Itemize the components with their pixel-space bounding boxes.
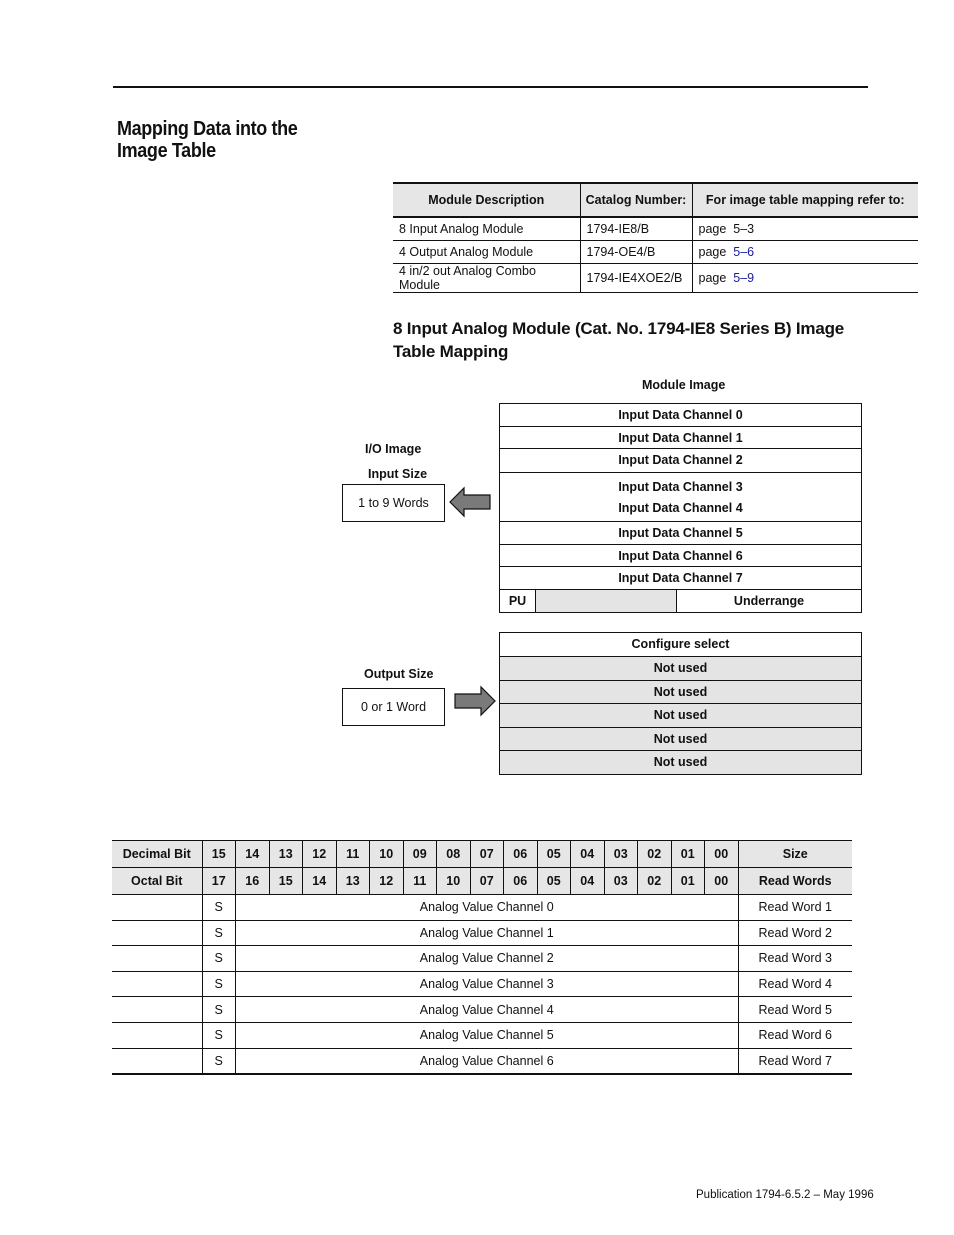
ref-page-link[interactable]: 5–6 <box>733 245 755 259</box>
read-words-label: Read Words <box>738 868 852 895</box>
ref-header-description: Module Description <box>393 183 580 217</box>
empty-cell <box>112 920 202 946</box>
bit-cell: 00 <box>705 841 739 868</box>
bit-cell: 09 <box>403 841 437 868</box>
sign-bit-cell: S <box>202 1048 236 1074</box>
ref-catalog: 1794-OE4/B <box>580 241 692 264</box>
decimal-bit-row <box>112 841 852 868</box>
empty-cell <box>112 997 202 1023</box>
status-row <box>500 590 861 612</box>
analog-value-cell: Analog Value Channel 0 <box>236 895 739 921</box>
table-row <box>112 1022 852 1048</box>
pu-cell: PU <box>500 590 536 612</box>
ref-description: 4 Output Analog Module <box>393 241 580 264</box>
bit-cell: 06 <box>504 868 538 895</box>
output-size-label: Output Size <box>364 667 434 681</box>
empty-cell <box>112 971 202 997</box>
sign-bit-cell: S <box>202 971 236 997</box>
table-row <box>112 946 852 972</box>
analog-value-cell: Analog Value Channel 6 <box>236 1048 739 1074</box>
empty-cell <box>112 946 202 972</box>
input-channel-row: Input Data Channel 6 <box>500 545 861 568</box>
read-word-cell: Read Word 5 <box>738 997 852 1023</box>
input-channel-row: Input Data Channel 1 <box>500 427 861 450</box>
output-arrow-icon <box>453 685 497 717</box>
bit-cell: 11 <box>336 841 370 868</box>
table-row <box>112 997 852 1023</box>
output-row: Not used <box>500 751 861 774</box>
read-word-cell: Read Word 2 <box>738 920 852 946</box>
ref-page-prefix: page <box>698 222 734 236</box>
ref-page <box>692 264 918 293</box>
octal-bit-row <box>112 868 852 895</box>
input-channel-row: Input Data Channel 2 <box>500 449 861 473</box>
analog-value-cell: Analog Value Channel 1 <box>236 920 739 946</box>
bit-cell: 05 <box>537 868 571 895</box>
output-row: Configure select <box>500 633 861 657</box>
input-channel-row: Input Data Channel 7 <box>500 567 861 590</box>
underrange-cell: Underrange <box>733 593 805 608</box>
bit-cell: 02 <box>638 868 672 895</box>
ref-row <box>393 264 918 293</box>
empty-cell <box>112 1022 202 1048</box>
io-image-label: I/O Image <box>365 442 422 456</box>
table-row <box>112 971 852 997</box>
read-word-cell: Read Word 6 <box>738 1022 852 1048</box>
ref-page-number: 5–3 <box>733 222 755 236</box>
ref-description: 4 in/2 out Analog Combo Module <box>393 264 580 293</box>
module-image-input-table <box>499 403 862 613</box>
input-size-label: Input Size <box>368 467 428 481</box>
sign-bit-cell: S <box>202 997 236 1023</box>
bit-cell: 17 <box>202 868 236 895</box>
empty-cell <box>112 1048 202 1074</box>
ref-catalog: 1794-IE8/B <box>580 217 692 241</box>
analog-value-cell: Analog Value Channel 2 <box>236 946 739 972</box>
ref-row <box>393 241 918 264</box>
bit-cell: 13 <box>269 841 303 868</box>
sign-bit-cell: S <box>202 895 236 921</box>
input-size-box: 1 to 9 Words <box>342 484 445 522</box>
bit-cell: 10 <box>370 841 404 868</box>
table-row <box>112 1048 852 1074</box>
ref-header-catalog: Catalog Number: <box>580 183 692 217</box>
bit-cell: 02 <box>638 841 672 868</box>
input-channel-row: Input Data Channel 5 <box>500 522 861 545</box>
read-word-cell: Read Word 1 <box>738 895 852 921</box>
read-word-cell: Read Word 4 <box>738 971 852 997</box>
bit-cell: 12 <box>370 868 404 895</box>
ref-page <box>692 217 918 241</box>
input-channel-row: Input Data Channel 3 <box>618 480 743 494</box>
bit-cell: 05 <box>537 841 571 868</box>
bit-cell: 12 <box>303 841 337 868</box>
bit-cell: 04 <box>571 841 605 868</box>
bit-cell: 04 <box>571 868 605 895</box>
bit-cell: 15 <box>269 868 303 895</box>
bit-cell: 10 <box>437 868 471 895</box>
bit-cell: 00 <box>705 868 739 895</box>
top-rule <box>113 86 868 88</box>
bit-cell: 11 <box>403 868 437 895</box>
read-word-cell: Read Word 3 <box>738 946 852 972</box>
module-image-output-table <box>499 632 862 775</box>
section-title <box>117 118 351 162</box>
bit-cell: 01 <box>671 868 705 895</box>
ref-page-prefix: page <box>698 271 734 285</box>
input-channel-row: Input Data Channel 0 <box>500 404 861 427</box>
output-size-box: 0 or 1 Word <box>342 688 445 726</box>
output-row: Not used <box>500 728 861 751</box>
empty-cell <box>112 895 202 921</box>
module-image-label: Module Image <box>642 378 726 392</box>
reference-table <box>393 182 918 293</box>
ref-header-refer: For image table mapping refer to: <box>692 183 918 217</box>
bit-cell: 13 <box>336 868 370 895</box>
section-title-line-1: Mapping Data into the <box>117 118 298 140</box>
subheading: 8 Input Analog Module (Cat. No. 1794-IE8 Series B) Image Table Mapping <box>393 319 845 361</box>
output-row: Not used <box>500 681 861 704</box>
bit-cell: 14 <box>303 868 337 895</box>
sign-bit-cell: S <box>202 920 236 946</box>
read-word-cell: Read Word 7 <box>738 1048 852 1074</box>
bit-cell: 03 <box>604 841 638 868</box>
bit-cell: 15 <box>202 841 236 868</box>
analog-value-cell: Analog Value Channel 3 <box>236 971 739 997</box>
bit-cell: 16 <box>236 868 270 895</box>
sign-bit-cell: S <box>202 946 236 972</box>
analog-value-cell: Analog Value Channel 5 <box>236 1022 739 1048</box>
decimal-bit-label: Decimal Bit <box>112 841 202 868</box>
bit-cell: 07 <box>470 841 504 868</box>
sign-bit-cell: S <box>202 1022 236 1048</box>
ref-page-prefix: page <box>698 245 734 259</box>
bit-cell: 03 <box>604 868 638 895</box>
bit-cell: 08 <box>437 841 471 868</box>
blank-cell <box>536 590 677 612</box>
size-label: Size <box>738 841 852 868</box>
table-row <box>112 920 852 946</box>
table-row <box>112 895 852 921</box>
input-arrow-icon <box>448 486 492 518</box>
octal-bit-label: Octal Bit <box>112 868 202 895</box>
bit-cell: 06 <box>504 841 538 868</box>
ref-page <box>692 241 918 264</box>
analog-value-cell: Analog Value Channel 4 <box>236 997 739 1023</box>
output-row: Not used <box>500 704 861 728</box>
ref-description: 8 Input Analog Module <box>393 217 580 241</box>
bit-mapping-table <box>112 840 852 1075</box>
bit-cell: 07 <box>470 868 504 895</box>
output-row: Not used <box>500 657 861 681</box>
ref-catalog: 1794-IE4XOE2/B <box>580 264 692 293</box>
ref-page-link[interactable]: 5–9 <box>733 271 755 285</box>
publication-footer: Publication 1794-6.5.2 – May 1996 <box>696 1189 874 1201</box>
bit-cell: 14 <box>236 841 270 868</box>
input-channel-row: Input Data Channel 4 <box>500 499 861 522</box>
section-title-line-2: Image Table <box>117 140 216 162</box>
bit-cell: 01 <box>671 841 705 868</box>
ref-row <box>393 217 918 241</box>
